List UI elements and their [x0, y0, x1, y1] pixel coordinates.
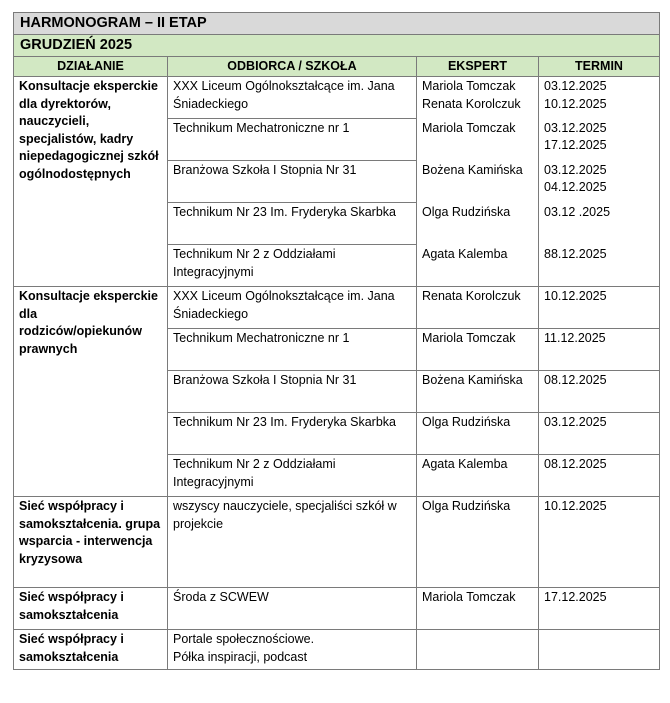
- school-cell: Technikum Nr 2 z Oddziałami Integracyjnymi: [168, 245, 417, 287]
- recipient-cell: [168, 630, 417, 670]
- term-cell: 10.12.2025: [539, 287, 660, 329]
- expert-cell: [417, 77, 539, 119]
- recipient-line: Portale społecznościowe.: [173, 632, 315, 646]
- expert-name: Bożena Kamińska: [422, 162, 523, 177]
- column-header-term: TERMIN: [539, 57, 660, 77]
- school-cell: Technikum Nr 2 z Oddziałami Integracyjnymi: [168, 455, 417, 497]
- term-date: 17.12.2025: [544, 138, 607, 152]
- expert-cell: Mariola Tomczak: [417, 588, 539, 630]
- schedule-table: [13, 12, 660, 670]
- expert-cell: Bożena Kamińska: [417, 371, 539, 413]
- term-date: 04.12.2025: [544, 180, 607, 194]
- recipient-cell: wszyscy nauczyciele, specjaliści szkół w projekcie: [168, 497, 417, 588]
- expert-name: Agata Kalemba: [422, 246, 508, 261]
- expert-name: Renata Korolczuk: [422, 96, 521, 111]
- school-cell: Technikum Nr 23 Im. Fryderyka Skarbka: [168, 413, 417, 455]
- expert-cell: [417, 630, 539, 670]
- expert-cell: [417, 119, 539, 161]
- school-cell: XXX Liceum Ogólnokształcące im. Jana Śniadeckiego: [168, 287, 417, 329]
- expert-cell: Olga Rudzińska: [417, 497, 539, 588]
- term-cell: 11.12.2025: [539, 329, 660, 371]
- action-cell: Sieć współpracy i samokształcenia: [14, 630, 168, 670]
- expert-name: Mariola Tomczak: [422, 79, 516, 93]
- term-cell: [539, 77, 660, 119]
- term-date: 03.12.2025: [544, 162, 607, 177]
- recipient-cell: Środa z SCWEW: [168, 588, 417, 630]
- term-date: 03.12.2025: [544, 120, 607, 135]
- term-cell: 03.12.2025: [539, 413, 660, 455]
- action-cell: Konsultacje eksperckie dla rodziców/opiekunów prawnych: [14, 287, 168, 497]
- action-cell: Sieć współpracy i samokształcenia: [14, 588, 168, 630]
- school-cell: XXX Liceum Ogólnokształcące im. Jana Śniadeckiego: [168, 77, 417, 119]
- expert-cell: [417, 161, 539, 203]
- expert-cell: Mariola Tomczak: [417, 329, 539, 371]
- school-cell: Technikum Mechatroniczne nr 1: [168, 119, 417, 161]
- term-cell: 10.12.2025: [539, 497, 660, 588]
- school-cell: Branżowa Szkoła I Stopnia Nr 31: [168, 161, 417, 203]
- term-cell: [539, 245, 660, 287]
- term-cell: 08.12.2025: [539, 455, 660, 497]
- action-cell: Konsultacje eksperckie dla dyrektorów, nauczycieli, specjalistów, kadry niepedagogicznej szkół ogólnodostępnych: [14, 77, 168, 287]
- action-cell: Sieć współpracy i samokształcenia. grupa wsparcia - interwencja kryzysowa: [14, 497, 168, 588]
- term-date: 03.12.2025: [544, 79, 607, 93]
- expert-cell: [417, 203, 539, 245]
- expert-name: Mariola Tomczak: [422, 120, 516, 135]
- month-heading: GRUDZIEŃ 2025: [14, 35, 660, 57]
- expert-cell: [417, 245, 539, 287]
- term-cell: [539, 203, 660, 245]
- school-cell: Branżowa Szkoła I Stopnia Nr 31: [168, 371, 417, 413]
- column-header-expert: EKSPERT: [417, 57, 539, 77]
- term-cell: [539, 630, 660, 670]
- term-date: 88.12.2025: [544, 246, 607, 261]
- term-cell: [539, 119, 660, 161]
- school-cell: Technikum Mechatroniczne nr 1: [168, 329, 417, 371]
- term-cell: [539, 161, 660, 203]
- term-date: 03.12 .2025: [544, 204, 611, 219]
- expert-cell: Renata Korolczuk: [417, 287, 539, 329]
- column-header-recipient: ODBIORCA / SZKOŁA: [168, 57, 417, 77]
- recipient-line: Półka inspiracji, podcast: [173, 649, 308, 664]
- term-date: 10.12.2025: [544, 96, 607, 111]
- expert-cell: Olga Rudzińska: [417, 413, 539, 455]
- column-header-action: DZIAŁANIE: [14, 57, 168, 77]
- term-cell: 08.12.2025: [539, 371, 660, 413]
- expert-name: Olga Rudzińska: [422, 204, 511, 219]
- school-cell: Technikum Nr 23 Im. Fryderyka Skarbka: [168, 203, 417, 245]
- term-cell: 17.12.2025: [539, 588, 660, 630]
- document-title: HARMONOGRAM – II ETAP: [14, 13, 660, 35]
- expert-cell: Agata Kalemba: [417, 455, 539, 497]
